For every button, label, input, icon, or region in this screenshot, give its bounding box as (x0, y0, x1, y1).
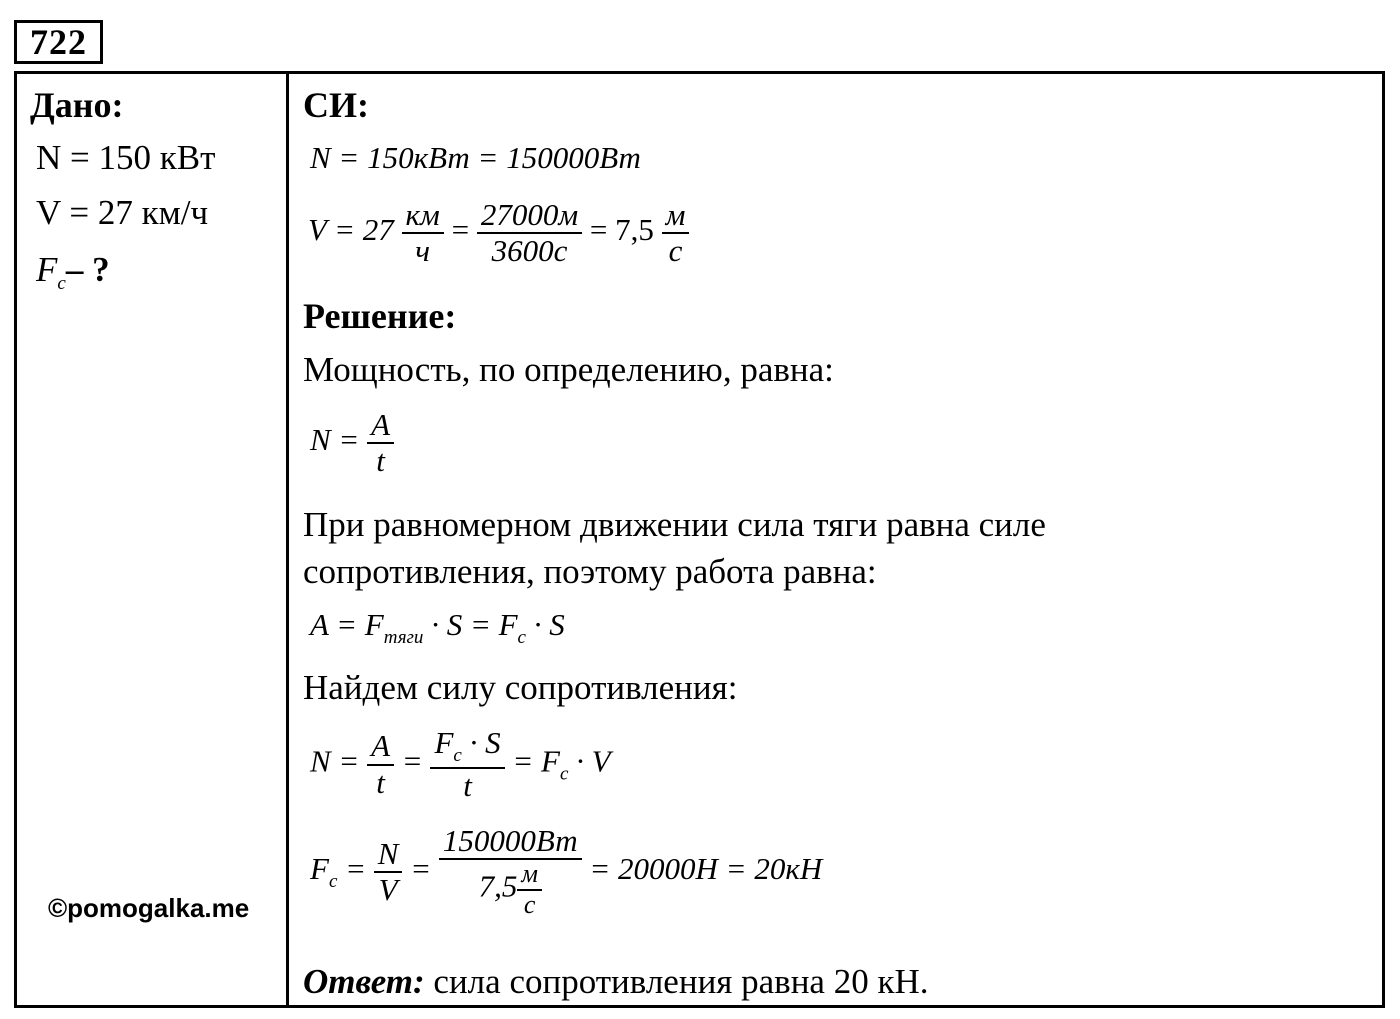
find-subscript: c (57, 273, 66, 294)
formula3-rhs-sub: c (559, 763, 569, 785)
si-speed-frac3 (662, 198, 690, 268)
formula4-frac1-den: V (378, 871, 398, 907)
formula3-rhs-a: = F (512, 743, 560, 779)
solution-text-uniform: При равномерном движении сила тяги равна силе (303, 505, 1046, 544)
formula2-sub1: тяги (383, 627, 424, 648)
formula4-frac2-den-frac (517, 860, 542, 919)
formula-power-definition (310, 408, 394, 478)
watermark: ©pomogalka.me (48, 893, 250, 923)
si-speed-frac1-den: ч (415, 233, 431, 269)
solution-title: Решение: (303, 296, 457, 336)
formula3-eq: = (401, 743, 423, 779)
formula1-num: A (367, 408, 394, 444)
formula1-frac (367, 408, 394, 478)
formula3-frac1-num: A (367, 729, 394, 765)
formula4-frac2-num: 150000Вт (439, 824, 582, 860)
formula4-frac1-num: N (374, 837, 403, 873)
formula1-den: t (376, 443, 385, 479)
formula4-lhs-a: F (310, 850, 329, 886)
formula3-frac1 (367, 729, 394, 799)
formula2-b: · S = F (431, 607, 518, 642)
si-speed-frac2 (477, 198, 582, 268)
answer-label: Ответ: (303, 962, 425, 1001)
formula1-lhs: N = (310, 422, 360, 458)
formula4-lhs-sub: c (328, 870, 338, 892)
si-speed-frac1-num: км (402, 198, 444, 234)
answer-text: сила сопротивления равна 20 кН. (433, 962, 929, 1001)
formula4-frac2 (439, 824, 582, 919)
column-divider (286, 71, 289, 1008)
formula4-rhs: = 20000Н = 20кН (589, 850, 823, 886)
formula4-eq: = (410, 850, 432, 886)
formula3-frac1-den: t (376, 764, 385, 800)
formula3-frac2 (430, 726, 504, 803)
find-variable: F (36, 250, 58, 289)
formula3-rhs-b: · V (568, 743, 611, 779)
solution-text-find-force: Найдем силу сопротивления: (303, 668, 738, 707)
si-speed-lhs: V = 27 (308, 212, 394, 248)
formula-power-force (310, 726, 611, 803)
find-question: – ? (65, 250, 110, 289)
formula-resistance-force (310, 824, 822, 919)
formula4-lhs-b: = (337, 850, 367, 886)
formula2-sub2: c (517, 627, 526, 648)
si-title: СИ: (303, 85, 369, 125)
formula3-frac2-num: $F_c \cdot S$ (430, 726, 504, 769)
given-find (36, 250, 110, 295)
formula4-frac2-den (439, 860, 582, 919)
formula4-frac1 (374, 837, 403, 907)
si-speed-frac3-den: с (668, 233, 683, 269)
formula4-frac2-den-frac-den: с (523, 889, 536, 919)
solution-text-work: сопротивления, поэтому работа равна: (303, 552, 877, 591)
formula4-frac2-den-a: 7,5 (478, 868, 518, 904)
si-speed-frac3-num: м (662, 198, 690, 234)
formula3-lhs: N = (310, 743, 360, 779)
si-eq-power: N = 150кВт = 150000Вт (310, 140, 641, 175)
given-power: N = 150 кВт (36, 138, 216, 177)
given-speed: V = 27 км/ч (36, 193, 209, 232)
formula2-c: · S (533, 607, 565, 642)
si-speed-rhs: = 7,5 (589, 212, 654, 248)
si-speed-frac2-den: 3600с (491, 233, 568, 269)
formula2-a: A = F (310, 607, 384, 642)
formula4-frac2-den-frac-num: м (517, 860, 542, 891)
si-eq-speed: V = 27 $\frac{км}{ч}$ = $\frac{27000м}{3600с}$ = 7,5 $\frac{м}{с}$ (308, 198, 689, 268)
formula-work (310, 607, 565, 649)
si-speed-frac2-num: 27000м (477, 198, 582, 234)
given-title: Дано: (30, 85, 124, 125)
formula3-frac2-den: t (463, 767, 472, 803)
solution-text-definition: Мощность, по определению, равна: (303, 350, 834, 389)
problem-number: 722 (14, 20, 103, 64)
si-speed-frac1 (402, 198, 444, 268)
answer (303, 962, 929, 1002)
